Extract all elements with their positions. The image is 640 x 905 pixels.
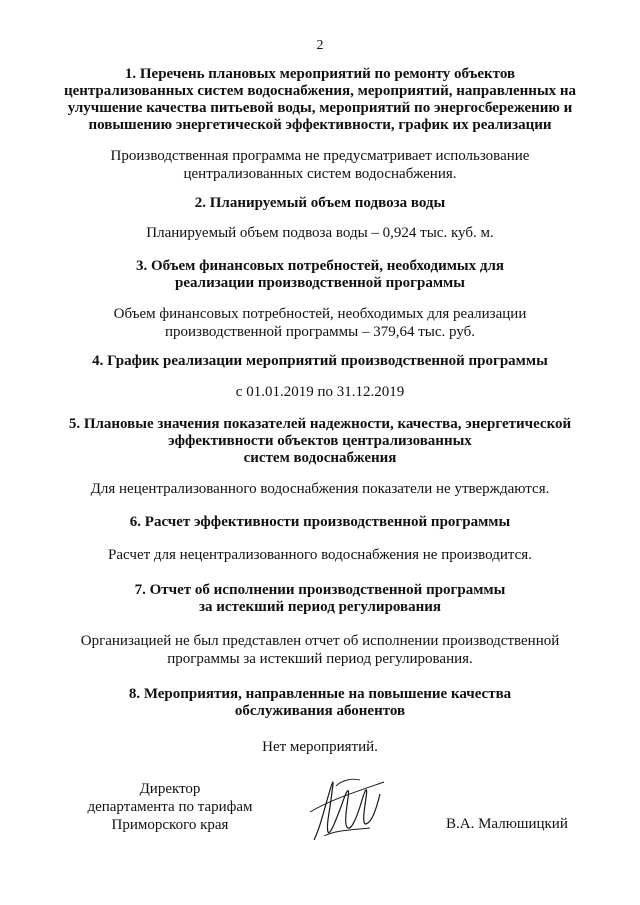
section-1-heading [0, 66, 640, 134]
body-line: Нет мероприятий. [262, 739, 378, 755]
section-6-body [0, 546, 640, 564]
heading-line: 2. Планируемый объем подвоза воды [194, 195, 446, 211]
signatory-name: В.А. Малюшицкий [446, 816, 568, 832]
heading-line: улучшение качества питьевой воды, мероприятий по энергосбережению и [67, 100, 573, 116]
position-line: Директор [139, 781, 201, 797]
signatory-position [60, 780, 280, 834]
section-7-body [0, 632, 640, 668]
section-5-heading [0, 416, 640, 467]
section-3-heading [0, 258, 640, 292]
heading-line: 1. Перечень плановых мероприятий по ремонту объектов [124, 66, 516, 82]
heading-line: 4. График реализации мероприятий производственной программы [92, 353, 548, 369]
body-line: с 01.01.2019 по 31.12.2019 [235, 384, 405, 400]
section-4-heading [0, 353, 640, 370]
heading-line: эффективности объектов централизованных [168, 433, 472, 449]
heading-line: 7. Отчет об исполнении производственной программы [134, 582, 506, 598]
section-8-body [0, 738, 640, 756]
section-3-body [0, 305, 640, 341]
heading-line: повышению энергетической эффективности, график их реализации [88, 117, 552, 133]
body-line: Планируемый объем подвоза воды – 0,924 тыс. куб. м. [146, 225, 494, 241]
position-line: департамента по тарифам [87, 799, 253, 815]
body-line: Объем финансовых потребностей, необходимых для реализации [113, 306, 527, 322]
section-2-heading [0, 195, 640, 212]
body-line: Производственная программа не предусматривает использование [110, 148, 530, 164]
body-line: Организацией не был представлен отчет об исполнении производственной [80, 633, 560, 649]
heading-line: 5. Плановые значения показателей надежности, качества, энергетической [68, 416, 572, 432]
body-line: централизованных систем водоснабжения. [183, 166, 457, 182]
heading-line: систем водоснабжения [243, 450, 397, 466]
section-2-body [0, 224, 640, 242]
section-1-body [0, 147, 640, 183]
heading-line: 6. Расчет эффективности производственной программы [129, 514, 511, 530]
heading-line: 3. Объем финансовых потребностей, необходимых для [135, 258, 505, 274]
position-line: Приморского края [111, 817, 229, 833]
heading-line: централизованных систем водоснабжения, мероприятий, направленных на [63, 83, 577, 99]
body-line: производственной программы – 379,64 тыс. руб. [164, 324, 476, 340]
heading-line: 8. Мероприятия, направленные на повышение качества [128, 686, 512, 702]
section-5-body [0, 480, 640, 498]
body-line: программы за истекший период регулирования. [167, 651, 473, 667]
section-7-heading [0, 582, 640, 616]
heading-line: реализации производственной программы [175, 275, 465, 291]
heading-line: за истекший период регулирования [198, 599, 442, 615]
section-8-heading [0, 686, 640, 720]
handwritten-signature [300, 770, 390, 845]
section-6-heading [0, 514, 640, 531]
page-number: 2 [316, 38, 324, 53]
body-line: Расчет для нецентрализованного водоснабжения не производится. [108, 547, 532, 563]
heading-line: обслуживания абонентов [234, 703, 406, 719]
section-4-body [0, 383, 640, 401]
body-line: Для нецентрализованного водоснабжения показатели не утверждаются. [90, 481, 550, 497]
